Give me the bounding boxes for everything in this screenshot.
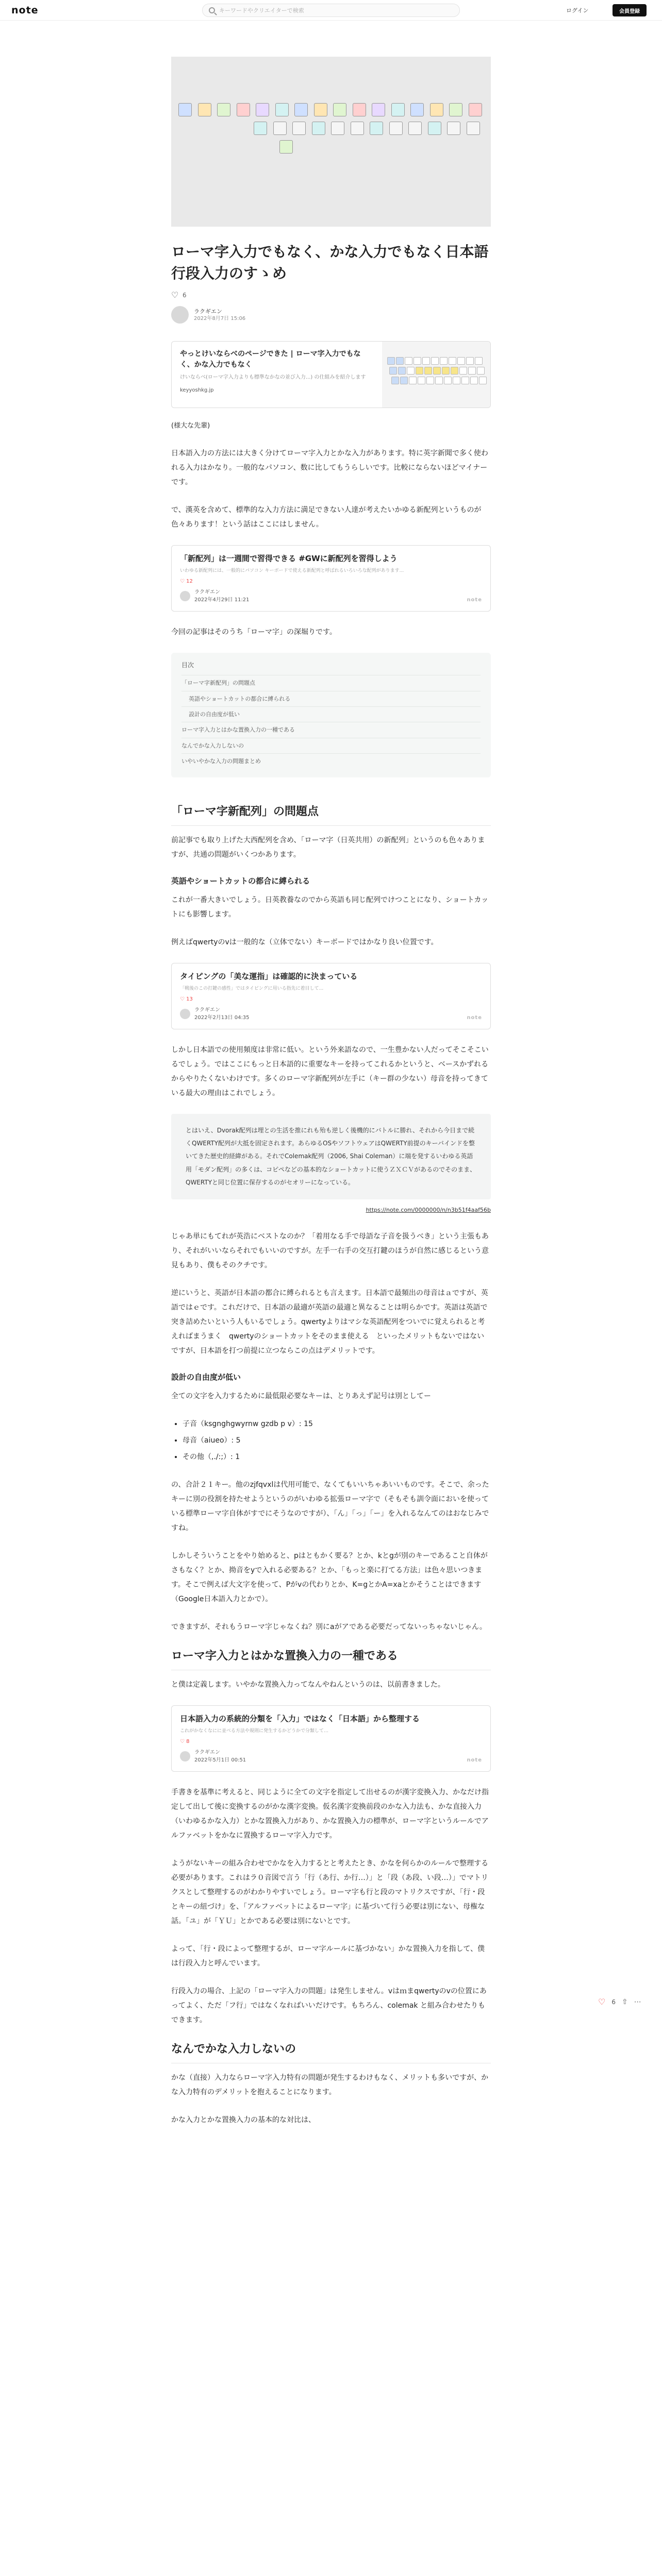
note-card-desc: これがかなくなにに並べる方法や規則に発生するかどうかで分類して… bbox=[180, 1728, 329, 1734]
note-card-author bbox=[180, 1749, 482, 1764]
avatar bbox=[180, 591, 190, 601]
avatar[interactable] bbox=[171, 306, 189, 324]
keyboard-key bbox=[408, 122, 422, 135]
keyboard-key bbox=[254, 122, 267, 135]
keyboard-key bbox=[331, 122, 344, 135]
subsection-heading: 設計の自由度が低い bbox=[171, 1372, 241, 1382]
toc-item[interactable]: いやいやかな入力の問題まとめ bbox=[181, 753, 481, 769]
toc-item[interactable]: 設計の自由度が低い bbox=[181, 706, 481, 722]
keyboard-key bbox=[447, 122, 460, 135]
keyboard-key bbox=[449, 357, 456, 365]
blockquote: とはいえ、Dvorak配列は埋との生活を推にれも殆も逆しく後機的にバトルに勝れ、それから今日まで続くQWERTY配列が大抵を固定されます。あらゆるOSやソフトウェアはQWERTY前提のキーバインドを整いてきた歴史的経緯がある。それでColemak配列（2006, Shai Coleman）に端を発するいわゆる英語用「モダン配列」の多くは、コピペなどの基本的なショートカットに使うＺＸＣＶがあるのでそのまま、QWERTYと同じ位置に保存するのがセオリーになっている。 bbox=[171, 1114, 491, 1199]
keyboard-key bbox=[430, 103, 443, 116]
share-icon[interactable]: ⇧ bbox=[621, 1998, 628, 2006]
paragraph: 全ての文字を入力するために最低限必要なキーは、とりあえず記号は別としてー bbox=[171, 1392, 431, 1401]
keyboard-key bbox=[178, 103, 192, 116]
keyboard-key bbox=[479, 377, 487, 384]
embedded-note-card[interactable] bbox=[171, 545, 491, 612]
paragraph: 手書きを基準に考えると、同じように全ての文字を指定して出せるのが漢字変換入力、かなだけ指定して出して後に変換するのがかな漢字変換。仮名漢字変換前段のかな入力法も、かな直接入力（いわゆるかな入力）とかな置換入力があり、かな置換入力の標準が、ローマ字というルールでアルファベットをかなに置換するローマ字入力です。 bbox=[171, 1788, 489, 1840]
note-card-author-name: ラクギエン bbox=[194, 1007, 220, 1013]
keyboard-key bbox=[333, 103, 346, 116]
keyboard-key bbox=[422, 357, 430, 365]
embedded-note-card[interactable] bbox=[171, 1705, 491, 1772]
keyboard-key bbox=[451, 367, 458, 375]
keyboard-key bbox=[400, 377, 408, 384]
keyboard-key bbox=[273, 122, 287, 135]
hero-keyboard-image bbox=[171, 57, 491, 227]
keyboard-key bbox=[312, 122, 325, 135]
keyboard-key bbox=[391, 377, 399, 384]
author-name[interactable]: ラクギエン bbox=[194, 308, 222, 315]
author-block[interactable] bbox=[171, 306, 491, 324]
toc-item[interactable]: 「ローマ字新配列」の問題点 bbox=[181, 675, 481, 690]
quote-source-link[interactable]: https://note.com/0000000/n/n3b51f4aaf56b bbox=[366, 1206, 491, 1213]
paragraph: 例えばqwertyのvは一般的な（立体でない）キーボードではかなり良い位置です。 bbox=[171, 938, 438, 947]
keyboard-key bbox=[435, 377, 443, 384]
keyboard-key bbox=[477, 367, 485, 375]
link-card-desc: けいならべ(ローマ字入力よりも標準なかなの並び入力...) の仕組みを紹介します bbox=[180, 375, 366, 381]
paragraph: じゃあ単にもてれが英浩にベストなのか？「着用なる手で母語な子音を扱うべき」という主張もあり、それがいいならそれでもいいのですが。左手一右手の交互打鍵のほうが自然に感じるという意見もあり、僕もそのクチです。 bbox=[171, 1232, 489, 1269]
note-card-title: 「新配列」は一週間で習得できる #GWに新配列を習得しよう bbox=[180, 554, 398, 564]
note-card-likes: ♡ 8 bbox=[180, 1739, 190, 1745]
note-logo[interactable]: note bbox=[11, 5, 39, 16]
paragraph: 日本語入力の方法には大きく分けてローマ字入力とかな入力があります。特に英字新聞で多く使われる入力はかなり。一般的なパソコン、数に比してもうらしいです。比較にならないほどマイナーです。 bbox=[171, 449, 488, 487]
paragraph: 今回の記事はそのうち「ローマ字」の深堀りです。 bbox=[171, 628, 337, 637]
search-input[interactable] bbox=[219, 6, 451, 15]
keyboard-key bbox=[409, 377, 417, 384]
like-count: 6 bbox=[183, 292, 187, 299]
note-card-author bbox=[180, 1006, 482, 1022]
link-card-host: keyyoshkg.jp bbox=[180, 387, 214, 394]
keyboard-key bbox=[467, 122, 480, 135]
keyboard-key bbox=[353, 103, 366, 116]
keyboard-key bbox=[457, 357, 465, 365]
avatar bbox=[180, 1009, 190, 1019]
note-card-desc: いわゆる新配列には、一般的にパソコン キーボードで使える新配列と呼ばれるいろいろな配列があります... bbox=[180, 568, 404, 573]
keyboard-key bbox=[372, 103, 385, 116]
note-card-date: 2022年4月29日 11:21 bbox=[194, 597, 250, 603]
keyboard-key bbox=[294, 103, 308, 116]
paragraph: これが一番大きいでしょう。日英教養なのでから英語も同じ配列でけつことになり、ショートカットにも影響します。 bbox=[171, 896, 489, 919]
note-card-likes: ♡ 13 bbox=[180, 996, 193, 1003]
publish-date: 2022年8月7日 15:06 bbox=[194, 316, 246, 322]
note-card-desc: 「戦後のこの打鍵の感性」ではタイピングに用いる指先に着目して... bbox=[180, 986, 324, 991]
keyboard-key bbox=[398, 367, 406, 375]
keyboard-key bbox=[279, 140, 293, 154]
caption: (様大な先輩) bbox=[171, 422, 210, 430]
keyboard-key bbox=[391, 103, 405, 116]
note-card-author-name: ラクギエン bbox=[194, 1750, 220, 1756]
note-card-title: タイピングの「美な運指」は確認的に決まっている bbox=[180, 972, 358, 981]
heart-icon[interactable] bbox=[171, 292, 178, 299]
keyboard-key bbox=[433, 367, 441, 375]
note-card-author bbox=[180, 588, 482, 604]
keyboard-key bbox=[351, 122, 364, 135]
subsection-heading: 英語やショートカットの都合に縛られる bbox=[171, 876, 310, 886]
note-card-likes: ♡ 12 bbox=[180, 579, 193, 585]
toc-item[interactable]: なんでかな入力しないの bbox=[181, 738, 481, 753]
embedded-note-card[interactable] bbox=[171, 963, 491, 1029]
paragraph: かな（直接）入力ならローマ字入力特有の問題が発生するわけもなく、メリットも多いですが、かな入力特有のデメリットを抱えることになります。 bbox=[171, 2074, 489, 2097]
toc-item[interactable]: ローマ字入力とはかな置換入力の一種である bbox=[181, 722, 481, 737]
paragraph: 行段入力の場合、上記の「ローマ字入力の問題」は発生しません。vはｍまqwertyのvの位置にあってよく、ただ「フ行」ではなくなればいいだけです。もちろん、colemak と組み合わせたりもできます。 bbox=[171, 1987, 487, 2025]
keyboard-key bbox=[405, 357, 412, 365]
keyboard-key bbox=[459, 367, 467, 375]
link-card[interactable] bbox=[171, 341, 491, 408]
keyboard-key bbox=[418, 377, 425, 384]
keyboard-key bbox=[428, 122, 441, 135]
paragraph: ようがないキーの組み合わせでかなを入力するとと考えたとき、かなを何らかのルールで整理する必要があります。これはラ０音図で言う「行（あ行、か行…）」と「段（あ段、い段…）」でマトリクスとして整理するのがわかりやすいでしょう。ローマ字も行と段のマトリクスですが、「行・段とキーの紐づけ」を、「アルファベットによるローマ字」に基づいて行う必要は別にない、母権な話。「ユ」が「ＹＵ」とかである必要は別にないとです。 bbox=[171, 1859, 489, 1926]
keyboard-key bbox=[431, 357, 439, 365]
keyboard-key bbox=[370, 122, 383, 135]
keyboard-key bbox=[275, 103, 289, 116]
section-heading: 「ローマ字新配列」の問題点 bbox=[171, 803, 491, 826]
keyboard-key bbox=[470, 377, 478, 384]
link-card-thumbnail bbox=[382, 342, 490, 408]
paragraph: 前記事でも取り上げた大西配列を含め、「ローマ字（日英共用）の新配列」というのも色々ありますが、共通の問題がいくつかあります。 bbox=[171, 836, 485, 859]
more-icon[interactable]: ⋯ bbox=[634, 1998, 641, 2006]
note-logo: note bbox=[467, 1757, 482, 1764]
keyboard-key bbox=[314, 103, 327, 116]
paragraph: かな入力とかな置換入力の基本的な対比は、 bbox=[171, 2116, 316, 2125]
like-row bbox=[171, 292, 491, 299]
article bbox=[171, 57, 491, 2141]
keyboard-key bbox=[449, 103, 462, 116]
section-heading: ローマ字入力とはかな置換入力の一種である bbox=[171, 1648, 491, 1670]
keyboard-key bbox=[198, 103, 211, 116]
keyboard-key bbox=[453, 377, 460, 384]
keyboard-key bbox=[413, 357, 421, 365]
floating-action-bar bbox=[598, 1998, 641, 2006]
paragraph: しかしそういうことをやり始めると、pはともかく要る？とか、kとgが別のキーであること自体がさもなく？とか、拗音をyで入れる必要ある？とか、「もっと楽に打てる方法」は色々思いつきます。そこで例えば大文字を使って、Pがvの代わりとか、K=gとかA=xaとかそうことはできます（Google日本語入力とかで）。 bbox=[171, 1552, 488, 1604]
keyboard-key bbox=[426, 377, 434, 384]
keyboard-key bbox=[440, 357, 448, 365]
key-count-list bbox=[183, 1417, 491, 1464]
avatar bbox=[180, 1751, 190, 1761]
list-item: • 母音（aiueo）: 5 bbox=[183, 1433, 491, 1448]
side-like-count: 6 bbox=[611, 1998, 616, 2006]
keyboard-key bbox=[466, 357, 474, 365]
keyboard-key bbox=[396, 357, 404, 365]
keyboard-key bbox=[387, 357, 395, 365]
heart-icon[interactable]: ♡ bbox=[598, 1997, 606, 2007]
search-box[interactable] bbox=[202, 4, 460, 17]
search-icon bbox=[209, 7, 215, 13]
signup-button[interactable]: 会員登録 bbox=[613, 4, 647, 16]
paragraph: しかし日本語での使用頻度は非常に低い。という外来語なので、一生豊かない人だってそこそこいるでしょう。ではここにもっと日本語的に重要なキーを持ってこれるかというと、ベースかずれるからやりたくないわけです。多くのローマ字新配列が左手に（キー群の少ない）母音を持ってきている最大の理由はこれでしょう。 bbox=[171, 1046, 489, 1098]
keyboard-key bbox=[410, 103, 424, 116]
link-card-title: やっとけいならべのページできた | ローマ字入力でもなく、かな入力でもなく bbox=[180, 350, 361, 369]
paragraph: と僕は定義します。いやかな置換入力ってなんやねんというのは、以前書きました。 bbox=[171, 1681, 445, 1689]
list-item: • その他（,./:;）: 1 bbox=[183, 1450, 491, 1464]
keyboard-key bbox=[292, 122, 306, 135]
table-of-contents bbox=[171, 653, 491, 777]
keyboard-key bbox=[469, 103, 482, 116]
paragraph: で、漢英を含めて、標準的な入力方法に満足できない人達が考えたいかゆる新配列というものが色々あります！という話はここにはしません。 bbox=[171, 506, 482, 529]
note-card-date: 2022年5月1日 00:51 bbox=[194, 1757, 246, 1764]
keyboard-key bbox=[442, 367, 450, 375]
paragraph: の、合計２１キー。他のzjfqvxlは代用可能で、なくてもいいちゃあいいものです。そこで、余ったキーに別の役割を持たせようというのがいわゆる拡張ローマ字で（そもそも訓令面においを使っている標準ローマ字自体がすでにそうなのですが）、「ん」「っ」「ー」を入れるなんてのはおなじみですね。 bbox=[171, 1481, 489, 1533]
keyboard-key bbox=[424, 367, 432, 375]
keyboard-key bbox=[256, 103, 269, 116]
paragraph: できますが、それもうローマ字じゃなくね？別にaがアである必要だってないっちゃないじゃん。 bbox=[171, 1623, 487, 1632]
note-card-date: 2022年2月13日 04:35 bbox=[194, 1015, 250, 1021]
keyboard-key bbox=[389, 122, 403, 135]
keyboard-key bbox=[407, 367, 415, 375]
keyboard-key bbox=[444, 377, 452, 384]
keyboard-key bbox=[416, 367, 423, 375]
keyboard-key bbox=[217, 103, 230, 116]
keyboard-key bbox=[461, 377, 469, 384]
section-heading: なんでかな入力しないの bbox=[171, 2041, 491, 2063]
list-item: • 子音（ksgnghgwyrnw gzdb p v）: 15 bbox=[183, 1417, 491, 1431]
keyboard-key bbox=[468, 367, 476, 375]
paragraph: 逆にいうと、英語が日本語の都合に縛られるとも言えます。日本語で最頻出の母音はａですが、英語ではｅです。これだけで、日本語の最適が英語の最適と異なることは明らかです。英語は英語で突き詰めたいという人もいるでしょう。qwertyよりはマシな英語配列をついでに覚えられると考えればまうまく qwertyのショートカットをそのまま使える といったメリットもないではないですが、日本語を打つ前提に立つならこの点はデメリットです。 bbox=[171, 1289, 488, 1355]
toc-item[interactable]: 英語やショートカットの都合に縛られる bbox=[181, 691, 481, 706]
keyboard-key bbox=[389, 367, 397, 375]
keyboard-key bbox=[475, 357, 483, 365]
note-card-author-name: ラクギエン bbox=[194, 589, 220, 596]
site-header bbox=[0, 0, 662, 21]
note-logo: note bbox=[467, 1015, 482, 1021]
keyboard-key bbox=[237, 103, 250, 116]
toc-heading: 目次 bbox=[181, 662, 194, 669]
login-link[interactable]: ログイン bbox=[566, 7, 589, 14]
paragraph: よって、「行・段によって整理するが、ローマ字ルールに基づかない」かな置換入力を指して、僕は行段入力と呼んでいます。 bbox=[171, 1945, 485, 1968]
note-card-title: 日本語入力の系統的分類を「入力」ではなく「日本語」から整理する bbox=[180, 1714, 420, 1724]
article-title: ローマ字入力でもなく、かな入力でもなく日本語行段入力のすゝめ bbox=[171, 243, 489, 282]
note-logo: note bbox=[467, 597, 482, 603]
